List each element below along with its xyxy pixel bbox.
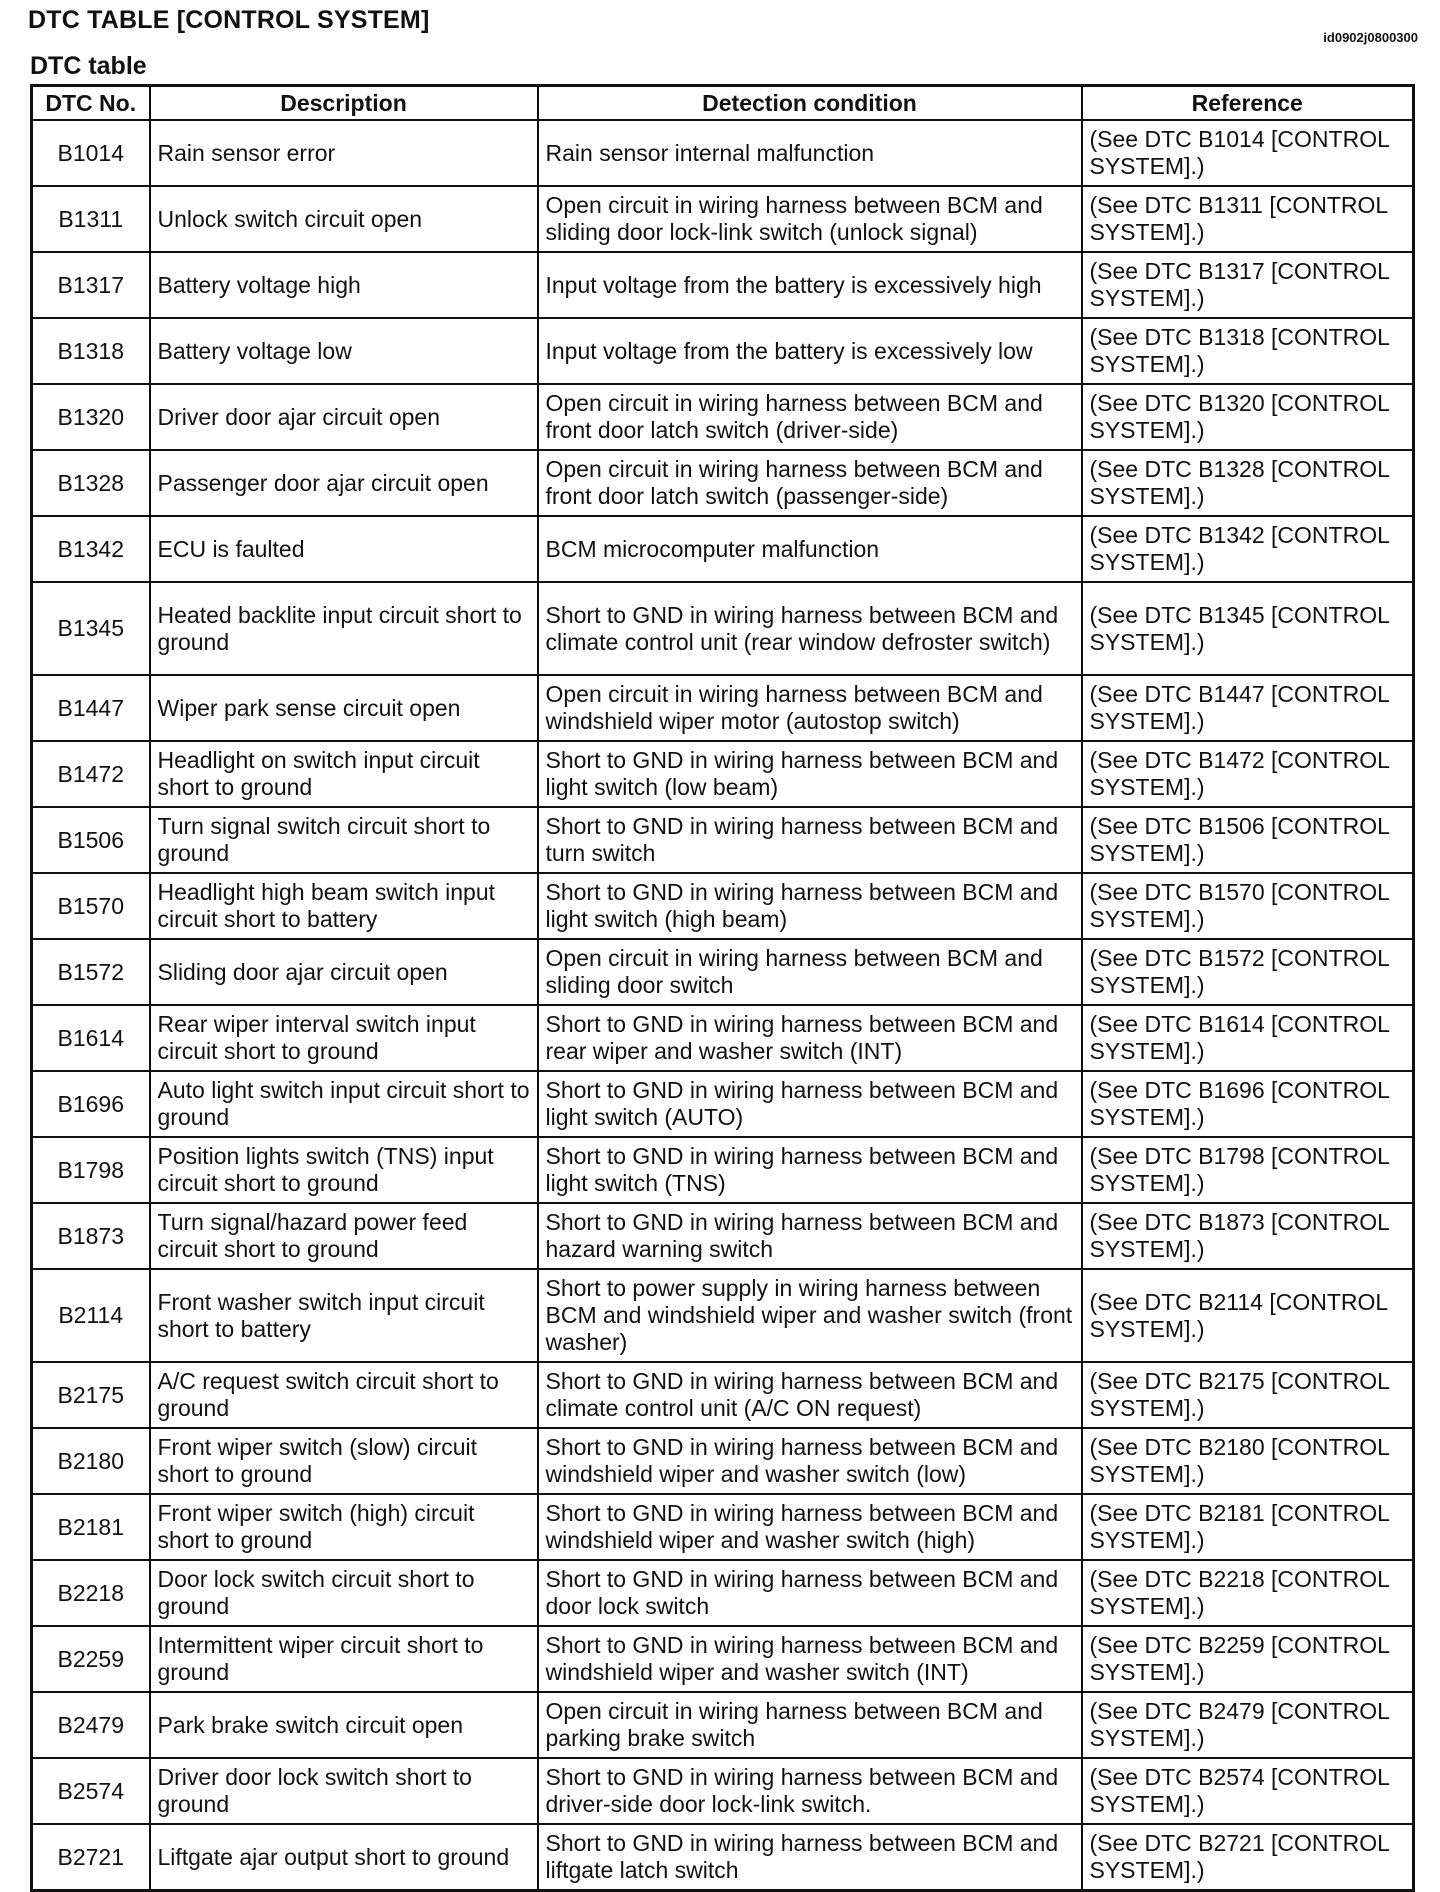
dtc-code-cell: B2181 [32, 1494, 150, 1560]
dtc-code-cell: B2574 [32, 1758, 150, 1824]
description-cell: Wiper park sense circuit open [150, 675, 538, 741]
table-body [32, 120, 1414, 1891]
dtc-code-cell: B2259 [32, 1626, 150, 1692]
dtc-code-cell: B1345 [32, 582, 150, 675]
description-cell: Rear wiper interval switch input circuit short to ground [150, 1005, 538, 1071]
dtc-code-cell: B1447 [32, 675, 150, 741]
detection-condition-cell: Short to GND in wiring harness between BCM and hazard warning switch [538, 1203, 1082, 1269]
detection-condition-cell: Short to GND in wiring harness between BCM and door lock switch [538, 1560, 1082, 1626]
table-row [32, 1758, 1414, 1824]
detection-condition-cell: Open circuit in wiring harness between BCM and windshield wiper motor (autostop switch) [538, 675, 1082, 741]
dtc-table [30, 84, 1415, 1892]
description-cell: Door lock switch circuit short to ground [150, 1560, 538, 1626]
dtc-code-cell: B1317 [32, 252, 150, 318]
description-cell: Auto light switch input circuit short to ground [150, 1071, 538, 1137]
column-header-description: Description [150, 86, 538, 121]
reference-cell: (See DTC B1447 [CONTROL SYSTEM].) [1082, 675, 1414, 741]
reference-cell: (See DTC B1696 [CONTROL SYSTEM].) [1082, 1071, 1414, 1137]
description-cell: A/C request switch circuit short to ground [150, 1362, 538, 1428]
dtc-code-cell: B2180 [32, 1428, 150, 1494]
reference-cell: (See DTC B1311 [CONTROL SYSTEM].) [1082, 186, 1414, 252]
reference-cell: (See DTC B2175 [CONTROL SYSTEM].) [1082, 1362, 1414, 1428]
table-row [32, 252, 1414, 318]
table-row [32, 186, 1414, 252]
detection-condition-cell: Short to GND in wiring harness between BCM and light switch (high beam) [538, 873, 1082, 939]
description-cell: Front wiper switch (slow) circuit short to ground [150, 1428, 538, 1494]
description-cell: Front washer switch input circuit short to battery [150, 1269, 538, 1362]
dtc-code-cell: B2114 [32, 1269, 150, 1362]
detection-condition-cell: Short to GND in wiring harness between BCM and driver-side door lock-link switch. [538, 1758, 1082, 1824]
reference-cell: (See DTC B2114 [CONTROL SYSTEM].) [1082, 1269, 1414, 1362]
detection-condition-cell: Input voltage from the battery is excessively low [538, 318, 1082, 384]
table-row [32, 1428, 1414, 1494]
description-cell: Front wiper switch (high) circuit short to ground [150, 1494, 538, 1560]
reference-cell: (See DTC B1572 [CONTROL SYSTEM].) [1082, 939, 1414, 1005]
dtc-code-cell: B1014 [32, 120, 150, 186]
description-cell: Turn signal/hazard power feed circuit short to ground [150, 1203, 538, 1269]
reference-cell: (See DTC B1342 [CONTROL SYSTEM].) [1082, 516, 1414, 582]
table-row [32, 1824, 1414, 1891]
detection-condition-cell: Short to GND in wiring harness between BCM and windshield wiper and washer switch (INT) [538, 1626, 1082, 1692]
table-row [32, 582, 1414, 675]
dtc-code-cell: B1318 [32, 318, 150, 384]
description-cell: Passenger door ajar circuit open [150, 450, 538, 516]
reference-cell: (See DTC B1320 [CONTROL SYSTEM].) [1082, 384, 1414, 450]
table-row [32, 1071, 1414, 1137]
detection-condition-cell: Short to power supply in wiring harness between BCM and windshield wiper and washer switch (front washer) [538, 1269, 1082, 1362]
table-row [32, 1494, 1414, 1560]
reference-cell: (See DTC B2181 [CONTROL SYSTEM].) [1082, 1494, 1414, 1560]
description-cell: Park brake switch circuit open [150, 1692, 538, 1758]
detection-condition-cell: Rain sensor internal malfunction [538, 120, 1082, 186]
header-row [32, 86, 1414, 121]
reference-cell: (See DTC B2218 [CONTROL SYSTEM].) [1082, 1560, 1414, 1626]
reference-cell: (See DTC B2259 [CONTROL SYSTEM].) [1082, 1626, 1414, 1692]
table-row [32, 675, 1414, 741]
table-row [32, 450, 1414, 516]
dtc-code-cell: B2721 [32, 1824, 150, 1891]
description-cell: Heated backlite input circuit short to ground [150, 582, 538, 675]
table-row [32, 1005, 1414, 1071]
table-row [32, 1626, 1414, 1692]
reference-cell: (See DTC B2721 [CONTROL SYSTEM].) [1082, 1824, 1414, 1891]
detection-condition-cell: Short to GND in wiring harness between BCM and turn switch [538, 807, 1082, 873]
detection-condition-cell: Short to GND in wiring harness between BCM and windshield wiper and washer switch (low) [538, 1428, 1082, 1494]
description-cell: ECU is faulted [150, 516, 538, 582]
detection-condition-cell: BCM microcomputer malfunction [538, 516, 1082, 582]
detection-condition-cell: Open circuit in wiring harness between BCM and sliding door lock-link switch (unlock signal) [538, 186, 1082, 252]
reference-cell: (See DTC B1328 [CONTROL SYSTEM].) [1082, 450, 1414, 516]
detection-condition-cell: Short to GND in wiring harness between BCM and liftgate latch switch [538, 1824, 1082, 1891]
reference-cell: (See DTC B1014 [CONTROL SYSTEM].) [1082, 120, 1414, 186]
dtc-code-cell: B1614 [32, 1005, 150, 1071]
reference-cell: (See DTC B1614 [CONTROL SYSTEM].) [1082, 1005, 1414, 1071]
description-cell: Sliding door ajar circuit open [150, 939, 538, 1005]
description-cell: Unlock switch circuit open [150, 186, 538, 252]
table-row [32, 120, 1414, 186]
reference-cell: (See DTC B1345 [CONTROL SYSTEM].) [1082, 582, 1414, 675]
reference-cell: (See DTC B2180 [CONTROL SYSTEM].) [1082, 1428, 1414, 1494]
description-cell: Intermittent wiper circuit short to ground [150, 1626, 538, 1692]
description-cell: Driver door ajar circuit open [150, 384, 538, 450]
dtc-code-cell: B1873 [32, 1203, 150, 1269]
description-cell: Headlight high beam switch input circuit short to battery [150, 873, 538, 939]
description-cell: Turn signal switch circuit short to ground [150, 807, 538, 873]
table-row [32, 384, 1414, 450]
dtc-code-cell: B1506 [32, 807, 150, 873]
column-header-detection-condition: Detection condition [538, 86, 1082, 121]
reference-cell: (See DTC B1472 [CONTROL SYSTEM].) [1082, 741, 1414, 807]
table-row [32, 873, 1414, 939]
dtc-code-cell: B1311 [32, 186, 150, 252]
detection-condition-cell: Open circuit in wiring harness between BCM and parking brake switch [538, 1692, 1082, 1758]
detection-condition-cell: Input voltage from the battery is excessively high [538, 252, 1082, 318]
detection-condition-cell: Short to GND in wiring harness between BCM and rear wiper and washer switch (INT) [538, 1005, 1082, 1071]
dtc-code-cell: B2175 [32, 1362, 150, 1428]
dtc-code-cell: B1328 [32, 450, 150, 516]
detection-condition-cell: Open circuit in wiring harness between BCM and sliding door switch [538, 939, 1082, 1005]
dtc-code-cell: B1320 [32, 384, 150, 450]
column-header-dtc-no: DTC No. [32, 86, 150, 121]
detection-condition-cell: Short to GND in wiring harness between BCM and light switch (AUTO) [538, 1071, 1082, 1137]
reference-cell: (See DTC B2479 [CONTROL SYSTEM].) [1082, 1692, 1414, 1758]
detection-condition-cell: Open circuit in wiring harness between BCM and front door latch switch (driver-side) [538, 384, 1082, 450]
detection-condition-cell: Short to GND in wiring harness between BCM and light switch (low beam) [538, 741, 1082, 807]
table-header [32, 86, 1414, 121]
dtc-code-cell: B1570 [32, 873, 150, 939]
reference-cell: (See DTC B2574 [CONTROL SYSTEM].) [1082, 1758, 1414, 1824]
column-header-reference: Reference [1082, 86, 1414, 121]
description-cell: Battery voltage low [150, 318, 538, 384]
detection-condition-cell: Open circuit in wiring harness between BCM and front door latch switch (passenger-side) [538, 450, 1082, 516]
table-row [32, 939, 1414, 1005]
table-row [32, 741, 1414, 807]
description-cell: Driver door lock switch short to ground [150, 1758, 538, 1824]
detection-condition-cell: Short to GND in wiring harness between BCM and climate control unit (rear window defroster switch) [538, 582, 1082, 675]
dtc-code-cell: B1798 [32, 1137, 150, 1203]
reference-cell: (See DTC B1506 [CONTROL SYSTEM].) [1082, 807, 1414, 873]
detection-condition-cell: Short to GND in wiring harness between BCM and windshield wiper and washer switch (high) [538, 1494, 1082, 1560]
reference-cell: (See DTC B1873 [CONTROL SYSTEM].) [1082, 1203, 1414, 1269]
table-row [32, 1269, 1414, 1362]
detection-condition-cell: Short to GND in wiring harness between BCM and light switch (TNS) [538, 1137, 1082, 1203]
table-row [32, 516, 1414, 582]
section-title: DTC table [30, 52, 147, 80]
table-row [32, 1692, 1414, 1758]
table-row [32, 318, 1414, 384]
description-cell: Headlight on switch input circuit short to ground [150, 741, 538, 807]
dtc-code-cell: B2479 [32, 1692, 150, 1758]
table-row [32, 1560, 1414, 1626]
dtc-code-cell: B2218 [32, 1560, 150, 1626]
reference-cell: (See DTC B1798 [CONTROL SYSTEM].) [1082, 1137, 1414, 1203]
table-row [32, 807, 1414, 873]
document-id: id0902j0800300 [1323, 30, 1418, 45]
reference-cell: (See DTC B1318 [CONTROL SYSTEM].) [1082, 318, 1414, 384]
description-cell: Battery voltage high [150, 252, 538, 318]
dtc-code-cell: B1342 [32, 516, 150, 582]
table-row [32, 1137, 1414, 1203]
reference-cell: (See DTC B1570 [CONTROL SYSTEM].) [1082, 873, 1414, 939]
page-title: DTC TABLE [CONTROL SYSTEM] [28, 6, 430, 34]
description-cell: Position lights switch (TNS) input circuit short to ground [150, 1137, 538, 1203]
dtc-code-cell: B1572 [32, 939, 150, 1005]
dtc-code-cell: B1696 [32, 1071, 150, 1137]
detection-condition-cell: Short to GND in wiring harness between BCM and climate control unit (A/C ON request) [538, 1362, 1082, 1428]
table-row [32, 1362, 1414, 1428]
dtc-code-cell: B1472 [32, 741, 150, 807]
table-row [32, 1203, 1414, 1269]
description-cell: Rain sensor error [150, 120, 538, 186]
description-cell: Liftgate ajar output short to ground [150, 1824, 538, 1891]
reference-cell: (See DTC B1317 [CONTROL SYSTEM].) [1082, 252, 1414, 318]
